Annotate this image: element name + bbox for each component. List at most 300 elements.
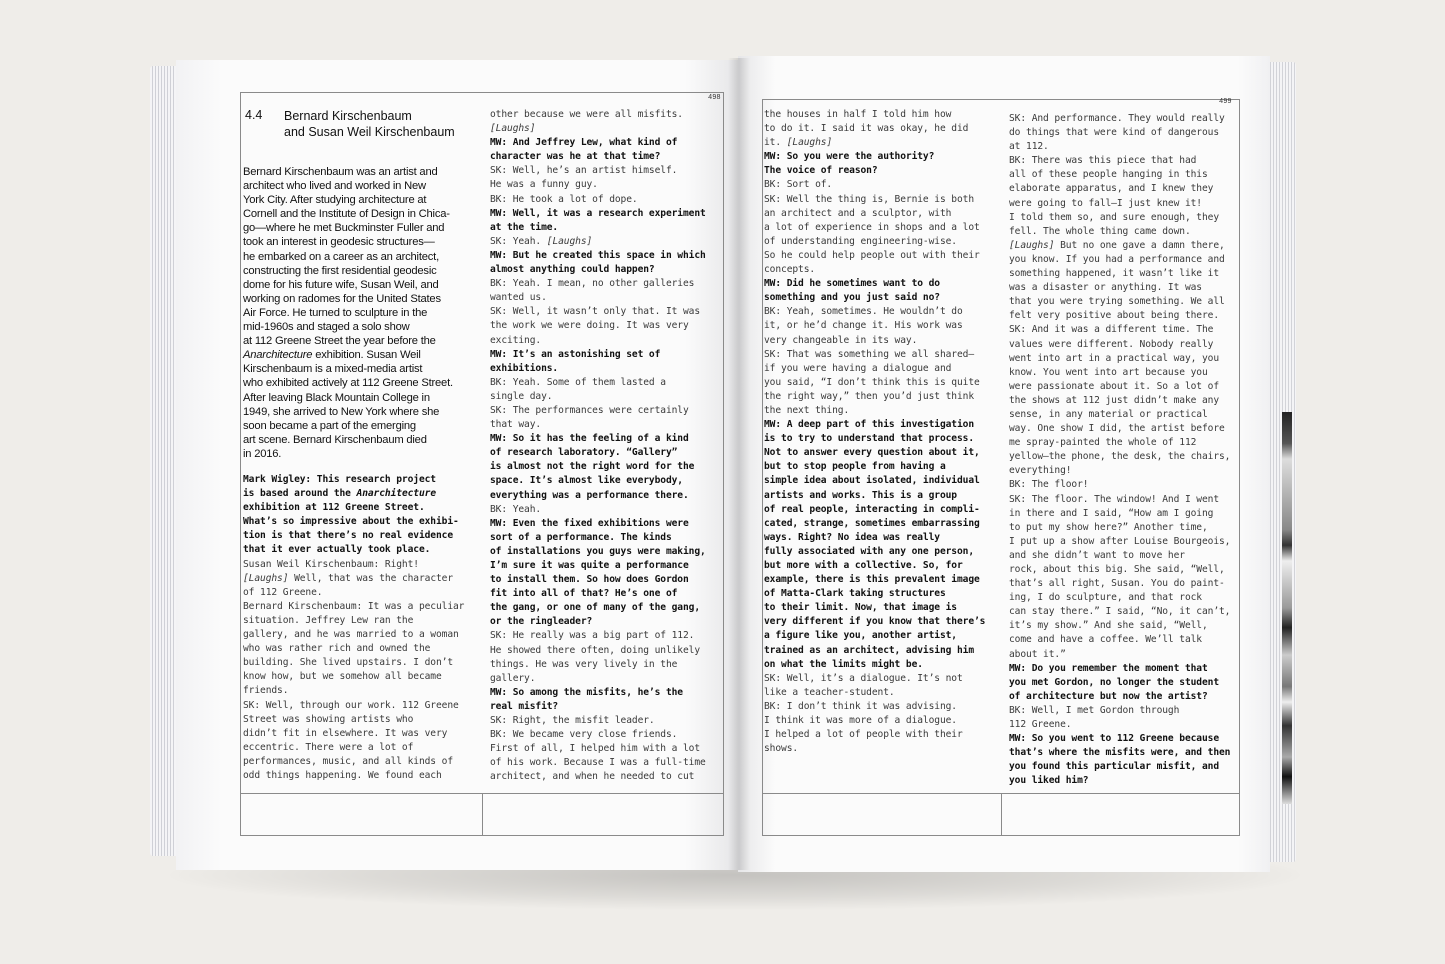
text-run: But no one gave a damn there, [1054,239,1225,251]
interview-line [490,686,706,700]
interview-line [764,489,985,503]
text-run: is based around the [243,488,357,500]
interview-line [490,404,706,418]
text-run: BK: Well, I met Gordon through [1009,704,1180,716]
text-run: BK: Yeah, sometimes. He wouldn’t do [764,306,963,318]
interview-line [764,601,985,615]
text-run: Not to answer every question about it, [764,447,980,459]
intro-line [243,235,483,249]
interview-line [490,517,706,531]
interview-line [490,150,706,164]
text-run: you found this particular misfit, and [1009,761,1220,773]
text-run: MW: So among the misfits, he’s the [490,686,683,698]
text-run: MW: Did he sometimes want to do [764,278,940,290]
intro-line [243,348,483,362]
text-run: friends. [243,685,289,697]
text-run: of understanding engineering-wise. [764,235,957,247]
interview-line [764,108,985,122]
intro-line [243,419,483,433]
text-run: you liked him? [1009,775,1089,787]
text-run: artists and works. This is a group [764,489,957,501]
text-run: soon became a part of the emerging [243,419,416,432]
chapter-title-line: Bernard Kirschenbaum [284,109,412,123]
interview-line [764,432,985,446]
intro-line [243,193,483,207]
interview-line [490,531,706,545]
text-run: at the time. [490,221,559,233]
interview-line [1009,366,1230,380]
text-run: exhibition. Susan Weil [312,349,421,362]
text-run: building. She lived upstairs. I don’t [243,657,454,669]
italic-run: [Laughs] [546,235,593,247]
text-run: art scene. Bernard Kirschenbaum died [243,433,427,446]
text-run: BK: Yeah. Some of them lasted a [490,376,666,388]
text-run: MW: But he created this space in which [490,249,706,261]
interview-line [764,263,985,277]
text-run: on what the limits might be. [764,658,923,670]
interview-line [1009,295,1230,309]
text-run: all of these people hanging in this [1009,169,1208,181]
interview-line [1009,732,1230,746]
text-run: of Matta-Clark taking structures [764,588,946,600]
interview-column-3 [764,108,985,756]
text-run: but to stop people from having a [764,461,946,473]
text-run: of his work. Because I was a full-time [490,757,706,769]
interview-line [490,362,706,376]
interview-line [764,291,985,305]
interview-line [490,291,706,305]
interview-line [490,460,706,474]
text-run: that way. [490,419,542,431]
text-run: After leaving Black Mountain College in [243,391,430,404]
interview-line [764,474,985,488]
text-run: the work we were doing. It was very [490,320,689,332]
text-run: SK: And it was a different time. The [1009,324,1214,336]
interview-line [1009,182,1230,196]
text-run: I helped a lot of people with their [764,729,963,741]
interview-line [490,193,706,207]
text-run: in 2016. [243,447,282,460]
text-run: BK: Sort of. [764,179,833,191]
text-run: Air Force. He turned to sculpture in the [243,306,428,319]
interview-line [1009,239,1230,253]
interview-line [764,531,985,545]
interview-line [764,164,985,178]
text-run: York City. After studying architecture at [243,194,427,207]
interview-line [243,543,464,557]
text-run: BK: The floor! [1009,479,1089,491]
interview-line [1009,197,1230,211]
interview-line [243,727,464,741]
intro-line [243,207,483,221]
interview-line [764,587,985,601]
text-run: architect, and when he needed to cut [490,771,695,783]
interview-line [1009,577,1230,591]
intro-line [243,179,483,193]
interview-column-2 [490,108,706,785]
interview-line [764,178,985,192]
text-run: to their limit. Now, that image is [764,602,957,614]
interview-line [764,193,985,207]
interview-line [490,348,706,362]
text-run: can stay there.” I said, “No, it can’t, [1009,606,1231,618]
text-run: to put my show here?” Another time, [1009,521,1208,533]
interview-line [1009,535,1230,549]
interview-line [490,305,706,319]
interview-line [1009,521,1230,535]
text-run: SK: And performance. They would really [1009,113,1225,124]
interview-line [490,432,706,446]
interview-line [243,600,464,614]
interview-line [490,658,706,672]
interview-line [490,263,706,277]
interview-line [490,319,706,333]
intro-line [243,376,483,390]
interview-line [243,572,464,586]
text-run: but more with a collective. So, for [764,560,963,571]
text-run: a figure like you, another artist, [764,630,957,642]
text-run: almost anything could happen? [490,264,655,276]
interview-line [764,446,985,460]
text-run: MW: So you were the authority? [764,151,935,163]
text-run: architect who lived and worked in New [243,180,426,193]
interview-line [243,628,464,642]
text-run: dome for his future wife, Susan Weil, and [243,278,439,291]
intro-line [243,264,483,278]
interview-line [1009,408,1230,422]
interview-line [243,684,464,698]
intro-line [243,292,483,306]
interview-line [490,474,706,488]
interview-line [764,376,985,390]
interview-line [764,700,985,714]
interview-line [1009,591,1230,605]
interview-line [764,150,985,164]
text-run: Kirschenbaum is a mixed-media artist [243,363,423,376]
text-run: MW: A deep part of this investigation [764,419,975,431]
interview-line [764,136,985,150]
interview-line [490,418,706,432]
text-run: SK: The performances were certainly [490,404,689,416]
interview-line [1009,323,1230,337]
intro-line [243,221,483,235]
intro-line [243,405,483,419]
text-run: didn’t fit in elsewhere. It was very [243,727,448,739]
text-run: something and you just said no? [764,292,940,304]
interview-line [490,545,706,559]
interview-line [243,586,464,600]
right-page-number: 499 [1219,98,1232,106]
text-run: constructing the first residential geodesic [243,264,437,277]
italic-run: [Laughs] [1009,239,1055,251]
text-run: He was a funny guy. [490,179,598,191]
interview-line [1009,422,1230,436]
text-run: you said, “I don’t think this is quite [764,376,980,388]
interview-line [1009,478,1230,492]
interview-line [764,460,985,474]
text-run: know how, but we somehow all became [243,671,442,683]
interview-line [243,558,464,572]
interview-line [1009,549,1230,563]
interview-line [1009,309,1230,323]
italic-run: [Laughs] [243,572,289,584]
text-run: and she didn’t want to move her [1009,549,1185,561]
text-run: in there and I said, “How am I going [1009,507,1214,519]
interview-line [764,235,985,249]
interview-line [1009,464,1230,478]
interview-line [243,699,464,713]
text-run: Anarchitecture [243,349,313,362]
text-run: if you were having a dialogue and [764,362,952,374]
interview-line [243,501,464,515]
interview-line [490,601,706,615]
interview-line [764,277,985,291]
text-run: eccentric. There were a lot of [243,741,414,753]
interview-line [1009,774,1230,788]
photo-page-edge [1282,412,1292,804]
interview-line [490,221,706,235]
interview-line [490,756,706,770]
interview-line [490,489,706,503]
interview-column-4 [1009,112,1230,789]
text-run: took an interest in geodesic structures— [243,236,435,249]
interview-line [490,728,706,742]
text-run: it’s my show.” And she said, “Well, [1009,620,1208,632]
text-run: go—where he met Buckminster Fuller and [243,222,445,235]
interview-line [764,221,985,235]
interview-line [243,670,464,684]
text-run: I put up a show after Louise Bourgeois, [1009,535,1231,547]
interview-line [1009,126,1230,140]
text-run: mid-1960s and staged a solo show [243,321,410,334]
interview-line [490,207,706,221]
text-run: tion is that there’s no real evidence [243,530,454,542]
italic-run: Anarchitecture [356,488,436,500]
interview-line [490,573,706,587]
interview-line [490,376,706,390]
text-run: Cornell and the Institute of Design in Chica- [243,208,450,221]
text-run: sense, in any material or practical [1009,408,1208,420]
text-run: a lot of experience in shops and a lot [764,221,980,233]
intro-line [243,362,483,376]
text-run: MW: So you went to 112 Greene because [1009,733,1220,745]
text-run: simple idea about isolated, individual [764,475,980,487]
intro-line [243,320,483,334]
text-run: cated, strange, sometimes embarrassing [764,517,980,529]
interview-line [764,362,985,376]
text-run: rock, about this big. She said, “Well, [1009,564,1225,575]
text-run: at 112 Greene Street the year before the [243,335,436,348]
text-run: of real people, interacting in compli- [764,503,980,515]
text-run: SK: The floor. The window! And I went [1009,493,1220,505]
interview-line [764,503,985,517]
text-run: the houses in half I told him how [764,109,952,120]
interview-line [764,644,985,658]
interview-line [490,122,706,136]
text-run: everything! [1009,465,1072,477]
interview-line [243,769,464,783]
text-run: like a teacher-student. [764,686,895,698]
text-run: that you were trying something. We all [1009,296,1225,308]
intro-line [243,391,483,405]
interview-line [1009,154,1230,168]
text-run: that’s all right, Susan. You do paint- [1009,578,1225,590]
text-run: situation. Jeffrey Lew ran the [243,614,414,626]
text-run: know. You went into art because you [1009,366,1208,378]
interview-line [490,334,706,348]
text-run: is to try to understand that process. [764,433,975,445]
interview-line [764,305,985,319]
text-run: exhibition at 112 Greene Street. [243,502,425,514]
interview-line [1009,211,1230,225]
text-run: SK: He really was a big part of 112. [490,630,695,642]
interview-line [490,742,706,756]
intro-line [243,433,483,447]
interview-line [1009,760,1230,774]
text-run: do things that were kind of dangerous [1009,127,1220,139]
interview-line [1009,436,1230,450]
text-run: real misfit? [490,700,559,712]
text-run: concepts. [764,264,816,276]
interview-line [1009,718,1230,732]
interview-line [1009,563,1230,577]
text-run: to install them. So how does Gordon [490,574,689,586]
interview-line [1009,676,1230,690]
text-run: odd things happening. We found each [243,769,442,781]
interview-line [243,529,464,543]
interview-line [1009,394,1230,408]
interview-line [490,644,706,658]
text-run: Susan Weil Kirschenbaum: Right! [243,558,419,570]
interview-line [764,615,985,629]
interview-line [1009,648,1230,662]
interview-line [490,136,706,150]
interview-line [1009,168,1230,182]
text-run: Bernard Kirschenbaum was an artist and [243,166,438,178]
interview-line [1009,605,1230,619]
interview-line [764,334,985,348]
interview-line [243,713,464,727]
interview-line [764,672,985,686]
text-run: everything was a performance there. [490,489,689,501]
interview-line [764,686,985,700]
interview-line [764,714,985,728]
interview-line [1009,746,1230,760]
left-column-divider [482,793,483,836]
text-run: you know. If you had a performance and [1009,253,1225,265]
text-run: He showed there often, doing unlikely [490,644,701,656]
text-run: other because we were all misfits. [490,109,683,120]
text-run: of 112 Greene. [243,586,323,598]
interview-line [490,559,706,573]
interview-line [490,503,706,517]
interview-line [1009,112,1230,126]
text-run: Well, that was the character [288,572,454,584]
text-run: So he could help people out with their [764,249,980,261]
interview-line [764,559,985,573]
interview-line [764,418,985,432]
text-run: I told them so, and sure enough, they [1009,211,1220,223]
interview-line [1009,493,1230,507]
text-run: wanted us. [490,292,547,304]
text-run: performances, music, and all kinds of [243,755,454,767]
text-run: come and have a coffee. We’ll talk [1009,634,1202,646]
text-run: were going to fall—I just knew it! [1009,197,1202,209]
interview-line [490,629,706,643]
text-run: who was rather rich and owned the [243,643,431,655]
text-run: an architect and a sculptor, with [764,207,952,219]
chapter-title-line: and Susan Weil Kirschenbaum [284,125,455,139]
text-run: sort of a performance. The kinds [490,531,672,543]
interview-line [490,164,706,178]
text-run: values were different. Nobody really [1009,338,1214,350]
interview-line [1009,633,1230,647]
text-run: MW: Well, it was a research experiment [490,207,706,219]
interview-line [1009,267,1230,281]
text-run: the gang, or one of many of the gang, [490,602,701,614]
text-run: went into art in a practical way, you [1009,352,1220,364]
interview-line [764,658,985,672]
text-run: Mark Wigley: This research project [243,474,436,485]
interview-line [490,770,706,784]
interview-line [490,235,706,249]
text-run: felt very positive about being there. [1009,310,1220,322]
chapter-title [284,108,455,140]
interview-line [243,642,464,656]
text-run: SK: That was something we all shared– [764,348,975,360]
text-run: at 112. [1009,141,1049,153]
intro-line [243,306,483,320]
text-run: the shows at 112 just didn’t make any [1009,394,1220,406]
text-run: single day. [490,390,553,402]
interview-line [764,404,985,418]
chapter-number: 4.4 [245,108,263,122]
interview-line [764,742,985,756]
text-run: gallery, and he was married to a woman [243,629,459,641]
text-run: things. He was very lively in the [490,658,678,670]
right-column-divider [1001,793,1002,836]
text-run: I think it was more of a dialogue. [764,715,957,727]
text-run: exhibitions. [490,362,559,374]
text-run: trained as an architect, advising him [764,644,975,656]
text-run: very changeable in its way. [764,334,918,346]
text-run: fell. The whole thing came down. [1009,225,1191,237]
text-run: MW: And Jeffrey Lew, what kind of [490,137,678,149]
text-run: that it ever actually took place. [243,544,431,556]
text-run: What’s so impressive about the exhibi- [243,516,459,528]
interview-line [764,545,985,559]
interview-line [764,348,985,362]
book-gutter [728,58,750,870]
interview-line [764,573,985,587]
text-run: of research laboratory. “Gallery” [490,447,678,459]
text-run: he embarked on a career as an architect, [243,250,439,263]
text-run: ways. Right? No idea was really [764,531,940,543]
interview-line [1009,338,1230,352]
text-run: the next thing. [764,404,850,416]
interview-line [764,207,985,221]
text-run: who exhibited actively at 112 Greene Street. [243,377,453,390]
text-run: exciting. [490,334,542,346]
text-run: First of all, I helped him with a lot [490,743,701,755]
text-run: the right way,” then you’d just think [764,390,975,402]
text-run: BK: We became very close friends. [490,729,678,741]
text-run: working on radomes for the United States [243,292,441,305]
italic-run: [Laughs] [786,137,833,149]
text-run: BK: There was this piece that had [1009,155,1197,167]
text-run: it. [764,137,787,149]
text-run: fully associated with any one person, [764,545,975,557]
